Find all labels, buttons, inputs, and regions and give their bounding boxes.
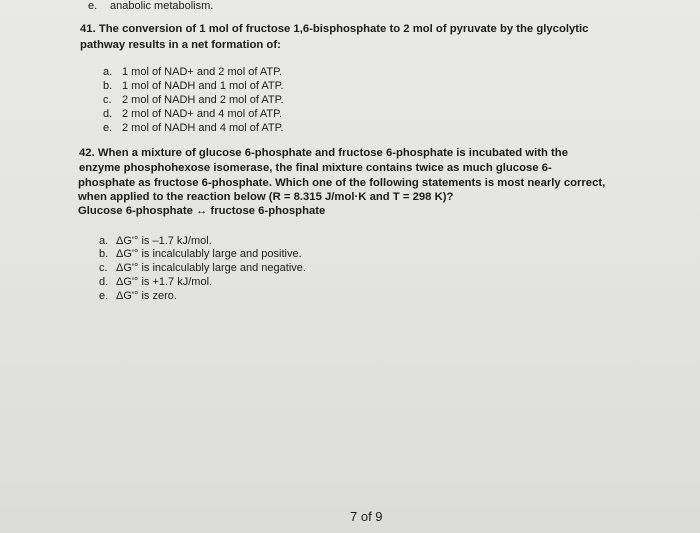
option-text: ΔG'° is zero. [116, 290, 177, 302]
question-42-line-2: enzyme phosphohexose isomerase, the final mixture contains twice as much glucose 6- [79, 162, 552, 174]
question-41-line-1: 41. The conversion of 1 mol of fructose 1,6-bisphosphate to 2 mol of pyruvate by the glycolytic [80, 23, 589, 35]
option-letter: b. [99, 248, 109, 260]
option-text: ΔG'° is –1.7 kJ/mol. [116, 235, 212, 247]
option-text: anabolic metabolism. [110, 0, 214, 12]
option-text: 1 mol of NADH and 1 mol of ATP. [122, 80, 284, 92]
question-42-line-1: 42. When a mixture of glucose 6-phosphate and fructose 6-phosphate is incubated with the [79, 147, 568, 159]
option-letter: e. [88, 0, 98, 12]
option-letter: b. [103, 80, 113, 92]
option-letter: c. [103, 94, 112, 106]
question-42-line-5: Glucose 6-phosphate ↔ fructose 6-phosphate [78, 205, 326, 217]
question-41-line-2: pathway results in a net formation of: [80, 39, 281, 51]
question-42-line-3: phosphate as fructose 6-phosphate. Which one of the following statements is most nearly correct, [78, 177, 606, 189]
option-letter: d. [103, 108, 113, 120]
option-text: ΔG'° is incalculably large and positive. [116, 248, 302, 260]
option-letter: d. [99, 276, 109, 288]
option-text: 2 mol of NADH and 4 mol of ATP. [122, 122, 284, 134]
option-text: ΔG'° is +1.7 kJ/mol. [116, 276, 213, 288]
page-number: 7 of 9 [350, 509, 383, 524]
option-text: 2 mol of NADH and 2 mol of ATP. [122, 94, 284, 106]
option-letter: a. [99, 235, 109, 247]
option-letter: c. [99, 262, 108, 274]
option-text: 2 mol of NAD+ and 4 mol of ATP. [122, 108, 283, 120]
option-letter: e. [103, 122, 113, 134]
option-letter: a. [103, 66, 113, 78]
option-letter: e. [99, 290, 109, 302]
option-text: ΔG'° is incalculably large and negative. [116, 262, 306, 274]
question-42-line-4: when applied to the reaction below (R = 8.315 J/mol·K and T = 298 K)? [78, 191, 454, 203]
option-text: 1 mol of NAD+ and 2 mol of ATP. [122, 66, 283, 78]
